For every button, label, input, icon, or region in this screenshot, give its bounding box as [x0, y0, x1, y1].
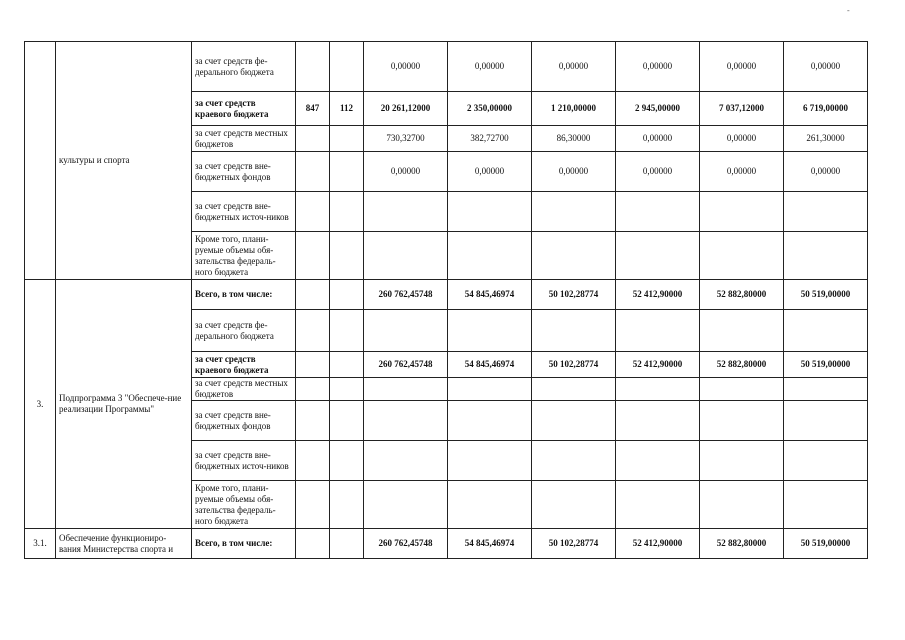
amount-cell [616, 441, 700, 481]
amount-cell [616, 378, 700, 401]
amount-cell [616, 192, 700, 232]
amount-cell [448, 378, 532, 401]
funding-source-cell: за счет средств краевого бюджета [192, 352, 296, 378]
amount-cell: 0,00000 [448, 152, 532, 192]
program-name-cell: Подпрограмма 3 "Обеспече-ние реализации Программы" [56, 280, 192, 529]
ministry-code-cell [296, 352, 330, 378]
ministry-code-cell [296, 401, 330, 441]
ministry-code-cell [296, 280, 330, 310]
amount-cell: 0,00000 [700, 42, 784, 92]
program-name-cell: культуры и спорта [56, 42, 192, 280]
amount-cell [616, 310, 700, 352]
amount-cell: 382,72700 [448, 126, 532, 152]
amount-cell [784, 310, 868, 352]
funding-source-cell: за счет средств местных бюджетов [192, 378, 296, 401]
funding-source-cell: Всего, в том числе: [192, 529, 296, 559]
funding-source-cell: за счет средств фе-дерального бюджета [192, 42, 296, 92]
section-code-cell [330, 310, 364, 352]
amount-cell: 50 519,00000 [784, 529, 868, 559]
row-number-cell [25, 42, 56, 280]
amount-cell [364, 441, 448, 481]
amount-cell [700, 192, 784, 232]
amount-cell: 0,00000 [448, 42, 532, 92]
amount-cell: 50 102,28774 [532, 352, 616, 378]
amount-cell [448, 310, 532, 352]
funding-source-cell: за счет средств местных бюджетов [192, 126, 296, 152]
funding-source-cell: за счет средств вне-бюджетных источ-ников [192, 441, 296, 481]
amount-cell: 260 762,45748 [364, 280, 448, 310]
amount-cell: 0,00000 [364, 42, 448, 92]
amount-cell [532, 310, 616, 352]
amount-cell: 2 350,00000 [448, 92, 532, 126]
amount-cell: 50 102,28774 [532, 280, 616, 310]
amount-cell [700, 481, 784, 529]
section-code-cell [330, 481, 364, 529]
amount-cell [448, 232, 532, 280]
amount-cell: 1 210,00000 [532, 92, 616, 126]
funding-source-cell: за счет средств вне-бюджетных фондов [192, 401, 296, 441]
ministry-code-cell [296, 481, 330, 529]
amount-cell: 0,00000 [616, 152, 700, 192]
amount-cell: 0,00000 [784, 42, 868, 92]
amount-cell [784, 232, 868, 280]
amount-cell [784, 192, 868, 232]
section-code-cell [330, 152, 364, 192]
amount-cell: 0,00000 [532, 42, 616, 92]
stray-mark: - [847, 6, 850, 15]
ministry-code-cell [296, 42, 330, 92]
amount-cell: 52 882,80000 [700, 529, 784, 559]
ministry-code-cell [296, 126, 330, 152]
amount-cell [364, 378, 448, 401]
section-code-cell [330, 232, 364, 280]
table-row [25, 529, 868, 559]
row-number-cell: 3. [25, 280, 56, 529]
amount-cell: 50 519,00000 [784, 280, 868, 310]
amount-cell: 2 945,00000 [616, 92, 700, 126]
amount-cell [532, 401, 616, 441]
amount-cell: 0,00000 [784, 152, 868, 192]
section-code-cell [330, 192, 364, 232]
funding-source-cell: за счет средств краевого бюджета [192, 92, 296, 126]
amount-cell [784, 441, 868, 481]
section-code-cell [330, 280, 364, 310]
amount-cell: 0,00000 [700, 126, 784, 152]
amount-cell [700, 310, 784, 352]
amount-cell [532, 378, 616, 401]
section-code-cell [330, 352, 364, 378]
amount-cell: 730,32700 [364, 126, 448, 152]
budget-table [24, 41, 868, 559]
section-code-cell [330, 529, 364, 559]
amount-cell [700, 232, 784, 280]
amount-cell: 54 845,46974 [448, 280, 532, 310]
ministry-code-cell [296, 441, 330, 481]
amount-cell [364, 401, 448, 441]
row-number-cell: 3.1. [25, 529, 56, 559]
amount-cell: 260 762,45748 [364, 529, 448, 559]
amount-cell: 261,30000 [784, 126, 868, 152]
ministry-code-cell [296, 192, 330, 232]
amount-cell [364, 481, 448, 529]
ministry-code-cell [296, 152, 330, 192]
ministry-code-cell: 847 [296, 92, 330, 126]
amount-cell [364, 192, 448, 232]
table-row [25, 42, 868, 92]
amount-cell [364, 232, 448, 280]
program-name-cell: Обеспечение функциониро-вания Министерства спорта и [56, 529, 192, 559]
funding-source-cell: за счет средств фе-дерального бюджета [192, 310, 296, 352]
section-code-cell [330, 378, 364, 401]
amount-cell: 0,00000 [532, 152, 616, 192]
amount-cell [700, 441, 784, 481]
amount-cell [448, 481, 532, 529]
ministry-code-cell [296, 529, 330, 559]
ministry-code-cell [296, 310, 330, 352]
amount-cell [616, 481, 700, 529]
amount-cell: 52 412,90000 [616, 280, 700, 310]
amount-cell: 86,30000 [532, 126, 616, 152]
amount-cell [784, 481, 868, 529]
amount-cell [700, 378, 784, 401]
section-code-cell [330, 42, 364, 92]
amount-cell [532, 441, 616, 481]
amount-cell: 50 519,00000 [784, 352, 868, 378]
section-code-cell [330, 401, 364, 441]
amount-cell: 54 845,46974 [448, 352, 532, 378]
amount-cell: 0,00000 [364, 152, 448, 192]
section-code-cell: 112 [330, 92, 364, 126]
table-body [25, 42, 868, 559]
amount-cell [448, 401, 532, 441]
table-row [25, 280, 868, 310]
amount-cell: 52 412,90000 [616, 529, 700, 559]
amount-cell: 7 037,12000 [700, 92, 784, 126]
amount-cell [532, 192, 616, 232]
amount-cell: 0,00000 [616, 126, 700, 152]
amount-cell: 6 719,00000 [784, 92, 868, 126]
amount-cell: 0,00000 [616, 42, 700, 92]
funding-source-cell: Кроме того, плани-руемые объемы обя-зательства федераль-ного бюджета [192, 481, 296, 529]
amount-cell [532, 481, 616, 529]
funding-source-cell: за счет средств вне-бюджетных фондов [192, 152, 296, 192]
amount-cell: 52 882,80000 [700, 280, 784, 310]
amount-cell [784, 401, 868, 441]
amount-cell: 0,00000 [700, 152, 784, 192]
amount-cell: 50 102,28774 [532, 529, 616, 559]
ministry-code-cell [296, 378, 330, 401]
funding-source-cell: за счет средств вне-бюджетных источ-ников [192, 192, 296, 232]
ministry-code-cell [296, 232, 330, 280]
funding-source-cell: Всего, в том числе: [192, 280, 296, 310]
section-code-cell [330, 126, 364, 152]
amount-cell [784, 378, 868, 401]
amount-cell: 52 412,90000 [616, 352, 700, 378]
amount-cell [700, 401, 784, 441]
amount-cell: 20 261,12000 [364, 92, 448, 126]
amount-cell: 260 762,45748 [364, 352, 448, 378]
amount-cell: 54 845,46974 [448, 529, 532, 559]
amount-cell [448, 441, 532, 481]
amount-cell [448, 192, 532, 232]
section-code-cell [330, 441, 364, 481]
amount-cell [532, 232, 616, 280]
amount-cell: 52 882,80000 [700, 352, 784, 378]
amount-cell [616, 232, 700, 280]
amount-cell [364, 310, 448, 352]
funding-source-cell: Кроме того, плани-руемые объемы обя-зательства федераль-ного бюджета [192, 232, 296, 280]
amount-cell [616, 401, 700, 441]
